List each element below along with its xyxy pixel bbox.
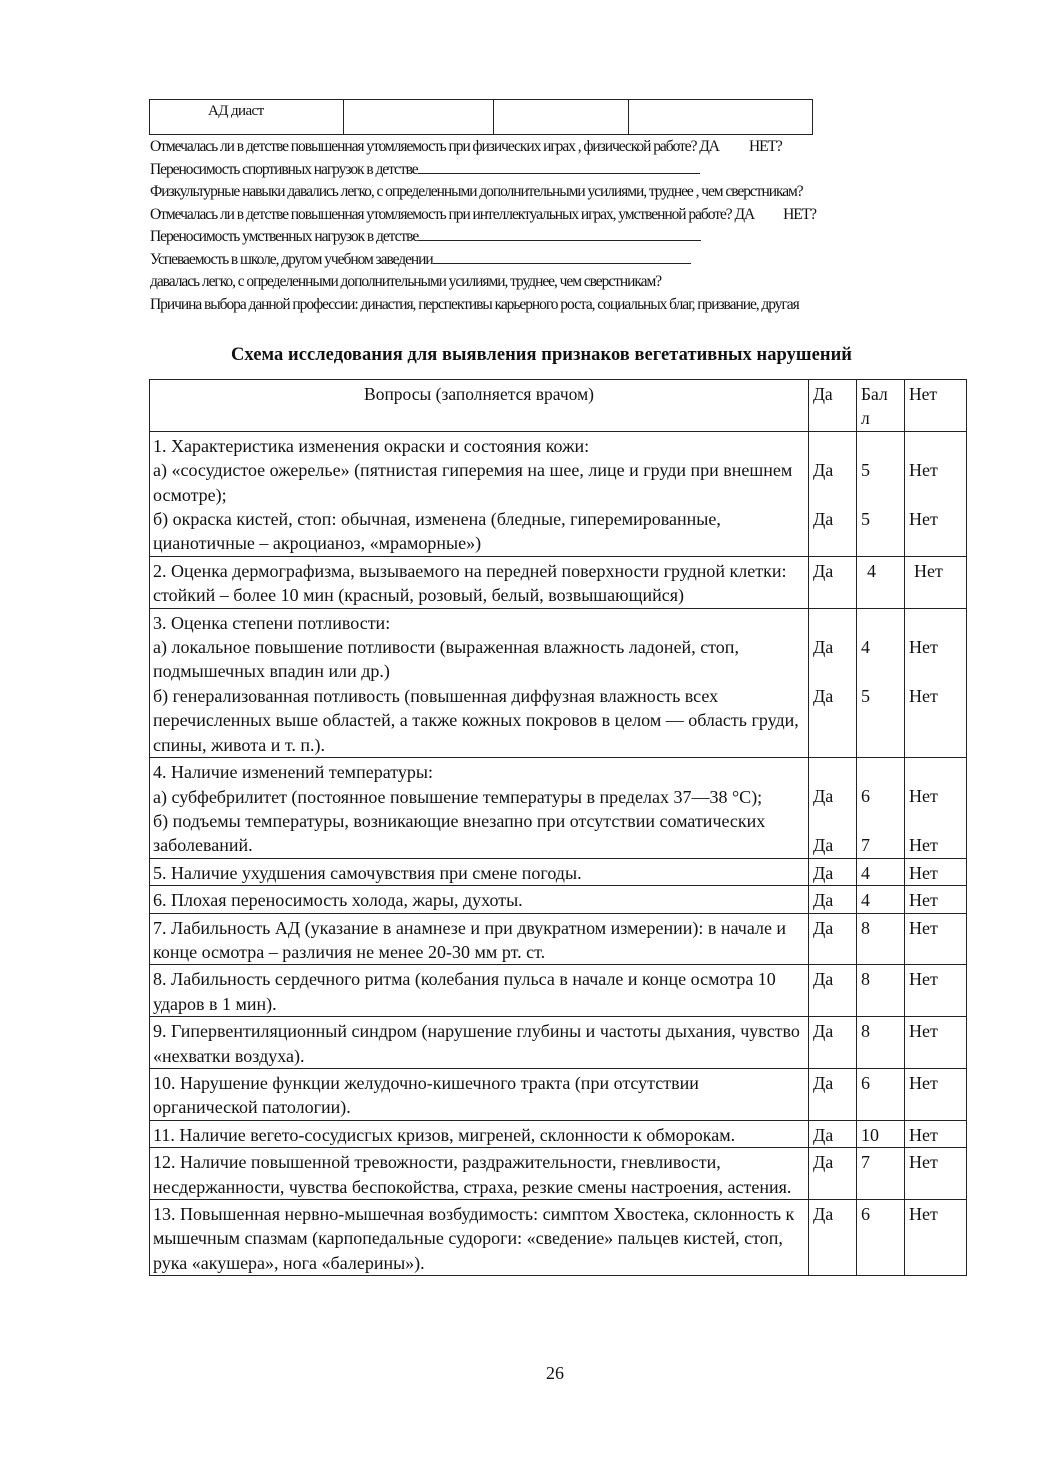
row-7-text: 7. Лабильность АД (указание в анамнезе и при двукратном измерении): в начале и конце осмотра – различия не менее 20-30 мм рт. ст. xyxy=(150,913,809,965)
row-10-no: Нет xyxy=(905,1068,967,1120)
row-4-a-yes: Да xyxy=(813,786,834,807)
row-1-b-score: 5 xyxy=(861,509,870,529)
row-4-a: а) субфебрилитет (постоянное повышение температуры в пределах 37—38 °С); xyxy=(153,786,763,807)
questionnaire-lines xyxy=(150,136,950,316)
row-8-text: 8. Лабильность сердечного ритма (колебания пульса в начале и конце осмотра 10 ударов в 1 мин). xyxy=(150,965,809,1017)
row-4-title: 4. Наличие изменений температуры: xyxy=(153,762,433,783)
section-title: Схема исследования для выявления признаков вегетативных нарушений xyxy=(231,345,852,365)
row-8-yes: Да xyxy=(809,965,857,1017)
row-9-score: 8 xyxy=(857,1017,905,1069)
table-row xyxy=(150,1120,967,1147)
row-11-text: 11. Наличие вегето-сосудисгых кризов, мигреней, склонности к обморокам. xyxy=(150,1120,809,1147)
row-7-yes: Да xyxy=(809,913,857,965)
row-2-yes: Да xyxy=(809,556,857,608)
row-2-score: 4 xyxy=(857,556,905,608)
row-13-no: Нет xyxy=(905,1200,967,1276)
q-study-ease xyxy=(150,271,950,294)
ad-diast-cell-1 xyxy=(344,100,494,135)
row-10-score: 6 xyxy=(857,1068,905,1120)
row-3-a-yes: Да xyxy=(813,637,834,658)
row-11-score: 10 xyxy=(857,1120,905,1147)
row-5-yes: Да xyxy=(809,858,857,885)
row-6-yes: Да xyxy=(809,886,857,913)
row-10-yes: Да xyxy=(809,1068,857,1120)
table-header-row xyxy=(150,380,967,432)
row-3-a-no: Нет xyxy=(909,637,938,658)
row-6-no: Нет xyxy=(905,886,967,913)
row-6-text: 6. Плохая переносимость холода, жары, духоты. xyxy=(150,886,809,913)
blood-pressure-table xyxy=(149,99,813,135)
row-8-score: 8 xyxy=(857,965,905,1017)
row-4-a-score: 6 xyxy=(861,786,870,807)
header-score-1: Бал xyxy=(861,384,888,404)
q-profession-reason-text: Причина выбора данной профессии: династия, перспективы карьерного роста, социальных благ, призвание, другая xyxy=(150,295,799,313)
q-mental-tolerance-text: Переносимость умственных нагрузок в детстве xyxy=(150,228,419,245)
table-row xyxy=(150,556,967,608)
q-mental-tolerance xyxy=(150,226,950,249)
table-row xyxy=(150,100,813,135)
row-7-score: 8 xyxy=(857,913,905,965)
header-questions: Вопросы (заполняется врачом) xyxy=(364,384,594,404)
row-4-b-yes: Да xyxy=(813,835,834,856)
row-3-b: б) генерализованная потливость (повышенная диффузная влажность всех перечисленных выше областей, а также кожных покровов в целом — область груди, спины, живота и т. п.). xyxy=(153,685,799,755)
q-study-ease-text: давалась легко, с определенными дополнительными усилиями, труднее, чем сверстникам? xyxy=(150,273,662,290)
header-score-2: л xyxy=(861,408,870,429)
table-row xyxy=(150,1200,967,1276)
table-row xyxy=(150,886,967,913)
row-12-text: 12. Наличие повышенной тревожности, раздражительности, гневливости, несдержанности, чувства беспокойства, страха, резкие смены настроения, астения. xyxy=(150,1148,809,1200)
row-3-a: а) локальное повышение потливости (выраженная влажность ладоней, стоп, подмышечных впадин или др.) xyxy=(153,637,739,682)
row-5-score: 4 xyxy=(857,858,905,885)
answer-blank xyxy=(418,227,701,241)
header-yes: Да xyxy=(813,384,833,404)
table-row xyxy=(150,1017,967,1069)
row-12-yes: Да xyxy=(809,1148,857,1200)
table-row xyxy=(150,431,967,556)
row-13-score: 6 xyxy=(857,1200,905,1276)
row-4-b-score: 7 xyxy=(861,835,870,856)
row-12-no: Нет xyxy=(905,1148,967,1200)
q-school-performance-text: Успеваемость в школе, другом учебном заведении xyxy=(150,250,433,268)
row-4-b-no: Нет xyxy=(909,835,938,856)
row-7-no: Нет xyxy=(905,913,967,965)
vegetative-disorders-table xyxy=(149,379,967,1276)
answer-blank xyxy=(433,250,691,264)
row-6-score: 4 xyxy=(857,886,905,913)
row-2-no: Нет xyxy=(905,556,967,608)
table-row xyxy=(150,758,967,859)
table-row xyxy=(150,608,967,757)
table-row xyxy=(150,1148,967,1200)
row-3-a-score: 4 xyxy=(861,637,870,658)
row-9-no: Нет xyxy=(905,1017,967,1069)
table-row xyxy=(150,965,967,1017)
q-mental-fatigue-no: НЕТ? xyxy=(783,205,816,223)
answer-blank xyxy=(418,160,700,174)
row-3-b-score: 5 xyxy=(861,685,870,706)
row-4-b: б) подъемы температуры, возникающие внезапно при отсутствии соматических заболеваний. xyxy=(153,810,766,856)
row-8-no: Нет xyxy=(905,965,967,1017)
q-sport-tolerance-text: Переносимость спортивных нагрузок в детстве xyxy=(150,160,418,178)
row-9-text: 9. Гипервентиляционный синдром (нарушение глубины и частоты дыхания, чувство «нехватки воздуха). xyxy=(150,1017,809,1069)
row-5-no: Нет xyxy=(905,858,967,885)
row-1-a-yes: Да xyxy=(813,460,834,481)
ad-diast-cell-2 xyxy=(494,100,629,135)
q-mental-fatigue-text: Отмечалась ли в детстве повышенная утомляемость при интеллектуальных играх, умственной работе? ДА xyxy=(150,205,755,223)
q-physical-fatigue-text: Отмечалась ли в детстве повышенная утомляемость при физических играх , физической работе? ДА xyxy=(150,138,719,155)
row-5-text: 5. Наличие ухудшения самочувствия при смене погоды. xyxy=(150,858,809,885)
row-3-b-yes: Да xyxy=(813,685,834,706)
row-1-a-score: 5 xyxy=(861,460,870,481)
table-row xyxy=(150,1068,967,1120)
header-no: Нет xyxy=(909,384,938,404)
ad-diast-cell-3 xyxy=(629,100,813,135)
q-sport-tolerance xyxy=(150,159,950,182)
row-12-score: 7 xyxy=(857,1148,905,1200)
row-1-b-yes: Да xyxy=(813,509,834,529)
q-mental-fatigue xyxy=(150,204,950,227)
row-4-a-no: Нет xyxy=(909,786,938,807)
row-1-title: 1. Характеристика изменения окраски и состояния кожи: xyxy=(153,435,590,456)
table-row xyxy=(150,913,967,965)
row-10-text: 10. Нарушение функции желудочно-кишечного тракта (при отсутствии органической патологии). xyxy=(150,1068,809,1120)
row-13-text: 13. Повышенная нервно-мышечная возбудимость: симптом Хвостека, склонность к мышечным спазмам (карпопедальные судороги: «сведение» пальцев кистей, стоп, рука «акушера», нога «балерины»). xyxy=(150,1200,809,1276)
row-9-yes: Да xyxy=(809,1017,857,1069)
row-1-b: б) окраска кистей, стоп: обычная, изменена (бледные, гиперемированные, цианотичные – акроцианоз, «мраморные») xyxy=(153,509,721,554)
row-11-no: Нет xyxy=(905,1120,967,1147)
page-number: 26 xyxy=(546,1363,564,1383)
row-2-text: 2. Оценка дермографизма, вызываемого на передней поверхности грудной клетки: стойкий – более 10 мин (красный, розовый, белый, возвышающийся) xyxy=(150,556,809,608)
q-physical-fatigue xyxy=(150,136,950,159)
row-1-a-no: Нет xyxy=(909,460,938,481)
row-3-title: 3. Оценка степени потливости: xyxy=(153,612,391,633)
ad-diast-label: АД диаст xyxy=(150,100,344,135)
row-1-a: а) «сосудистое ожерелье» (пятнистая гиперемия на шее, лице и груди при внешнем осмотре); xyxy=(153,460,793,505)
row-1-b-no: Нет xyxy=(909,509,938,529)
q-school-performance xyxy=(150,249,950,272)
q-pe-skills xyxy=(150,181,950,204)
row-3-b-no: Нет xyxy=(909,685,938,706)
table-row xyxy=(150,858,967,885)
row-11-yes: Да xyxy=(809,1120,857,1147)
row-13-yes: Да xyxy=(809,1200,857,1276)
q-profession-reason xyxy=(150,294,950,317)
q-physical-fatigue-no: НЕТ? xyxy=(748,138,782,155)
q-pe-skills-text: Физкультурные навыки давались легко, с определенными дополнительными усилиями, труднее , чем сверстникам? xyxy=(150,183,803,200)
